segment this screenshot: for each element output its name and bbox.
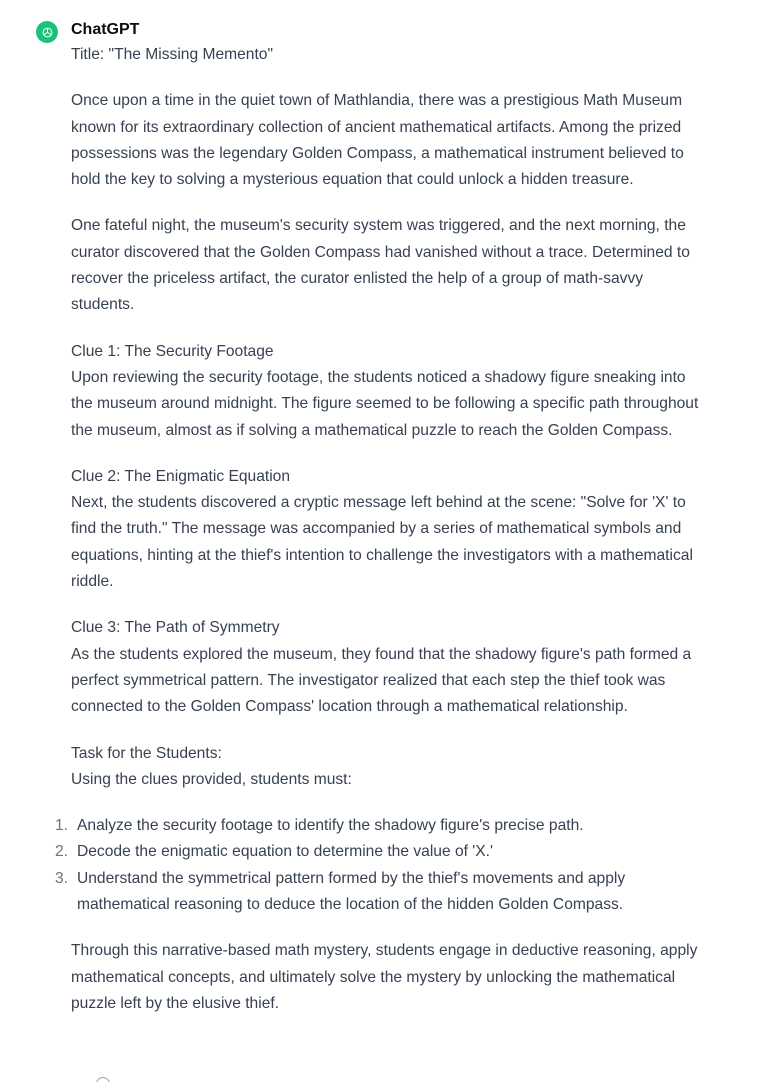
clue-body: Next, the students discovered a cryptic message left behind at the scene: "Solve for 'X' to find the truth." The message was accompanied by a series of mathematical symbols and equations, hinting at the thief's intention to challenge the investigators with a mathematical riddle. [71, 494, 693, 591]
list-item-number: 2. [55, 843, 69, 861]
task-block [71, 741, 701, 794]
clue-body: Upon reviewing the security footage, the students noticed a shadowy figure sneaking into the museum around midnight. The figure seemed to be following a specific path throughout the museum, almost as if solving a mathematical puzzle to reach the Golden Compass. [71, 368, 699, 439]
clue-block [71, 615, 701, 720]
list-item-number: 1. [55, 817, 69, 835]
clue-block [71, 464, 701, 595]
task-list [55, 813, 701, 918]
story-conclusion: Through this narrative-based math mystery, students engage in deductive reasoning, apply mathematical concepts, and ultimately solve the mystery by unlocking the mathematical puzzle left by the elusive thief. [71, 942, 698, 1012]
task-heading: Task for the Students: [71, 744, 222, 762]
list-item-text: Analyze the security footage to identify the shadowy figure's precise path. [77, 817, 584, 835]
message-author: ChatGPT [71, 21, 140, 38]
clue-body: As the students explored the museum, they found that the shadowy figure's path formed a perfect symmetrical pattern. The investigator realized that each step the thief took was connected to the Golden Compass' location through a mathematical relationship. [71, 645, 692, 716]
list-item [55, 839, 701, 865]
copy-icon[interactable] [96, 1077, 110, 1082]
clue-heading: Clue 2: The Enigmatic Equation [71, 467, 291, 485]
story-paragraph: One fateful night, the museum's security system was triggered, and the next morning, the curator discovered that the Golden Compass had vanished without a trace. Determined to recover the priceless artifact, the curator enlisted the help of a group of math-savvy students. [71, 217, 690, 314]
openai-logo-icon [36, 21, 58, 43]
story-paragraph: Once upon a time in the quiet town of Mathlandia, there was a prestigious Math Museum known for its extraordinary collection of ancient mathematical artifacts. Among the prized possessions was the legendary Golden Compass, a mathematical instrument believed to hold the key to solving a mysterious equation that could unlock a hidden treasure. [71, 92, 684, 189]
story-title: Title: "The Missing Memento" [71, 46, 274, 63]
list-item-number: 3. [55, 869, 69, 887]
clue-heading: Clue 3: The Path of Symmetry [71, 619, 280, 637]
list-item-text: Understand the symmetrical pattern formed by the thief's movements and apply mathematical reasoning to deduce the location of the hidden Golden Compass. [77, 869, 626, 914]
list-item-text: Decode the enigmatic equation to determine the value of 'X.' [77, 843, 493, 861]
task-intro: Using the clues provided, students must: [71, 770, 352, 788]
message-content [55, 42, 701, 1037]
list-item [55, 866, 701, 919]
list-item [55, 813, 701, 839]
clue-block [71, 339, 701, 444]
clue-heading: Clue 1: The Security Footage [71, 342, 274, 360]
